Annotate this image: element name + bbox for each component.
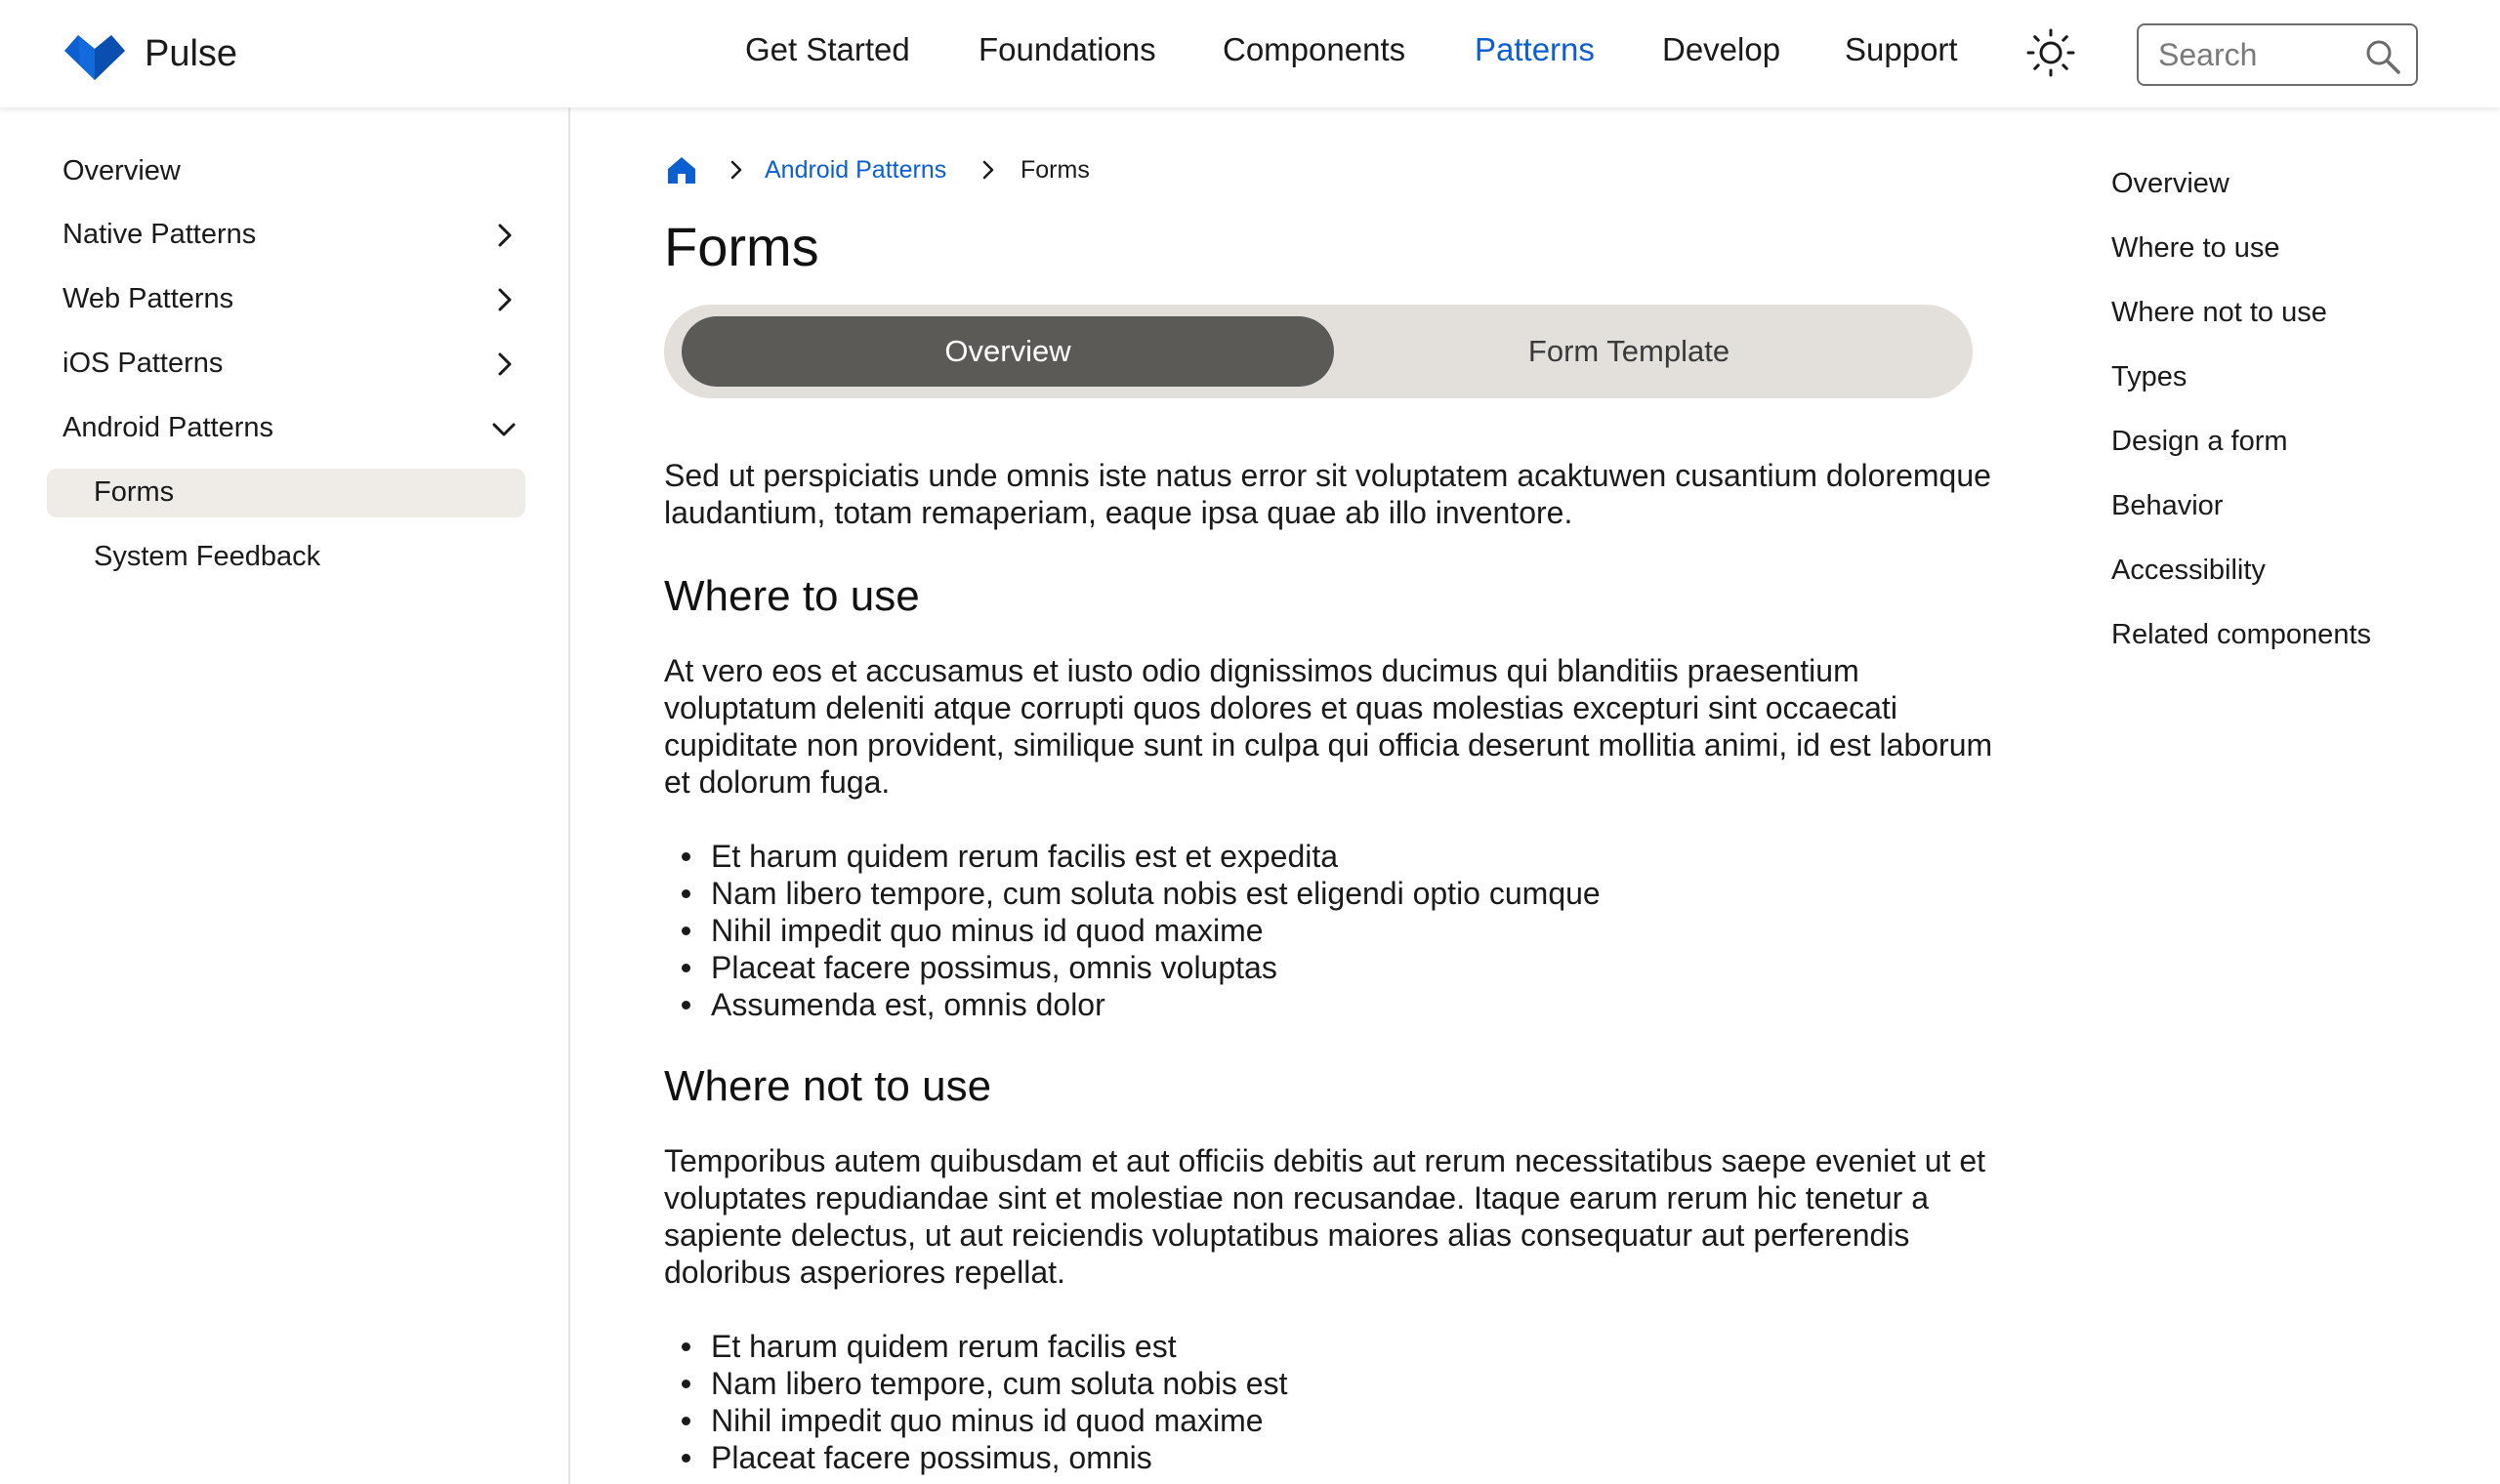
toc-item-related-components[interactable]: Related components: [2111, 619, 2371, 650]
pulse-logo-icon[interactable]: [61, 29, 129, 84]
sidebar-item-label: Overview: [62, 155, 181, 186]
where-not-to-use-paragraph: Temporibus autem quibusdam et aut officiis debitis aut rerum necessitatibus saepe eveniet ut et voluptates repudiandae sint et molestiae non recusandae. Itaque earum rerum hic tenetur a sapiente delectus, ut aut reiciendis voluptatibus maiores alias consequatur aut perferendis doloribus asperiores repellat.: [664, 1143, 1986, 1290]
list-item: Nihil impedit quo minus id quod maxime: [711, 1402, 1980, 1439]
sidebar-item-label: iOS Patterns: [62, 348, 224, 379]
toc-item-design-a-form[interactable]: Design a form: [2111, 426, 2288, 457]
nav-components[interactable]: Components: [1223, 31, 1406, 67]
sidebar-item-android-patterns[interactable]: [47, 404, 525, 453]
sidebar-item-label: Native Patterns: [62, 219, 257, 250]
list-item: Et harum quidem rerum facilis est: [711, 1328, 1980, 1365]
brand-name[interactable]: Pulse: [145, 33, 238, 74]
nav-get-started[interactable]: Get Started: [745, 31, 910, 67]
section-heading-where-not-to-use: Where not to use: [664, 1062, 992, 1110]
chevron-right-icon[interactable]: [490, 350, 518, 378]
breadcrumb: [664, 152, 1348, 191]
toc-item-accessibility[interactable]: Accessibility: [2111, 555, 2266, 586]
tab-switcher: [664, 305, 1973, 398]
sidebar-item-ios-patterns[interactable]: [47, 340, 525, 389]
chevron-right-icon[interactable]: [490, 286, 518, 313]
sidebar-item-native-patterns[interactable]: [47, 211, 525, 260]
tab-overview[interactable]: Overview: [682, 316, 1334, 387]
search-box[interactable]: [2137, 23, 2418, 86]
toc-item-behavior[interactable]: Behavior: [2111, 490, 2224, 521]
tab-form-template[interactable]: Form Template: [1527, 334, 1730, 368]
sidebar-subitem-forms[interactable]: [47, 469, 525, 517]
nav-develop[interactable]: Develop: [1662, 31, 1781, 67]
sidebar-item-overview[interactable]: [47, 147, 525, 196]
search-icon[interactable]: [2363, 37, 2402, 76]
chevron-right-icon: [977, 158, 1000, 182]
sun-icon[interactable]: [2025, 27, 2076, 78]
sidebar-nav: [0, 107, 570, 1484]
list-item: Nam libero tempore, cum soluta nobis est: [711, 1365, 1980, 1402]
list-item: Placeat facere possimus, omnis: [711, 1439, 1980, 1476]
toc-item-overview[interactable]: Overview: [2111, 168, 2229, 199]
where-not-to-use-list: [711, 1328, 1980, 1476]
home-icon[interactable]: [664, 152, 699, 187]
where-to-use-list: [711, 838, 1980, 1023]
nav-patterns[interactable]: Patterns: [1475, 31, 1595, 67]
list-item: Nihil impedit quo minus id quod maxime: [711, 912, 1980, 949]
toc-item-where-to-use[interactable]: Where to use: [2111, 232, 2280, 264]
sidebar-item-web-patterns[interactable]: [47, 275, 525, 324]
chevron-right-icon[interactable]: [490, 222, 518, 249]
toc-item-types[interactable]: Types: [2111, 361, 2188, 392]
toc-item-where-not-to-use[interactable]: Where not to use: [2111, 297, 2327, 328]
sidebar-subitem-system-feedback[interactable]: [47, 533, 525, 582]
search-input[interactable]: [2158, 35, 2354, 74]
chevron-right-icon: [725, 158, 748, 182]
intro-paragraph: Sed ut perspiciatis unde omnis iste natus error sit voluptatem acaktuwen cusantium doloremque laudantium, totam remaperiam, eaque ipsa quae ab illo inventore.: [664, 458, 1991, 530]
breadcrumb-link-android-patterns[interactable]: Android Patterns: [765, 156, 947, 184]
sidebar-item-label: Web Patterns: [62, 283, 234, 314]
page-title: Forms: [664, 216, 819, 277]
list-item: Nam libero tempore, cum soluta nobis est eligendi optio cumque: [711, 875, 1980, 912]
nav-foundations[interactable]: Foundations: [979, 31, 1156, 67]
table-of-contents: [2111, 162, 2482, 689]
chevron-down-icon[interactable]: [490, 415, 518, 442]
section-heading-where-to-use: Where to use: [664, 572, 920, 620]
sidebar-subitem-label: System Feedback: [94, 541, 321, 572]
top-header: [0, 0, 2500, 107]
main-content: [664, 107, 2012, 1484]
nav-support[interactable]: Support: [1845, 31, 1958, 67]
breadcrumb-current: Forms: [1021, 156, 1090, 184]
list-item: Placeat facere possimus, omnis voluptas: [711, 949, 1980, 986]
where-to-use-paragraph: At vero eos et accusamus et iusto odio dignissimos ducimus qui blanditiis praesentium voluptatum deleniti atque corrupti quos dolores et quas molestias excepturi sint occaecati cupiditate non provident, similique sunt in culpa qui officia deserunt mollitia animi, id est laborum et dolorum fuga.: [664, 653, 1993, 800]
list-item: Assumenda est, omnis dolor: [711, 986, 1980, 1023]
sidebar-subitem-label: Forms: [94, 476, 175, 508]
sidebar-item-label: Android Patterns: [62, 412, 274, 443]
list-item: Et harum quidem rerum facilis est et expedita: [711, 838, 1980, 875]
